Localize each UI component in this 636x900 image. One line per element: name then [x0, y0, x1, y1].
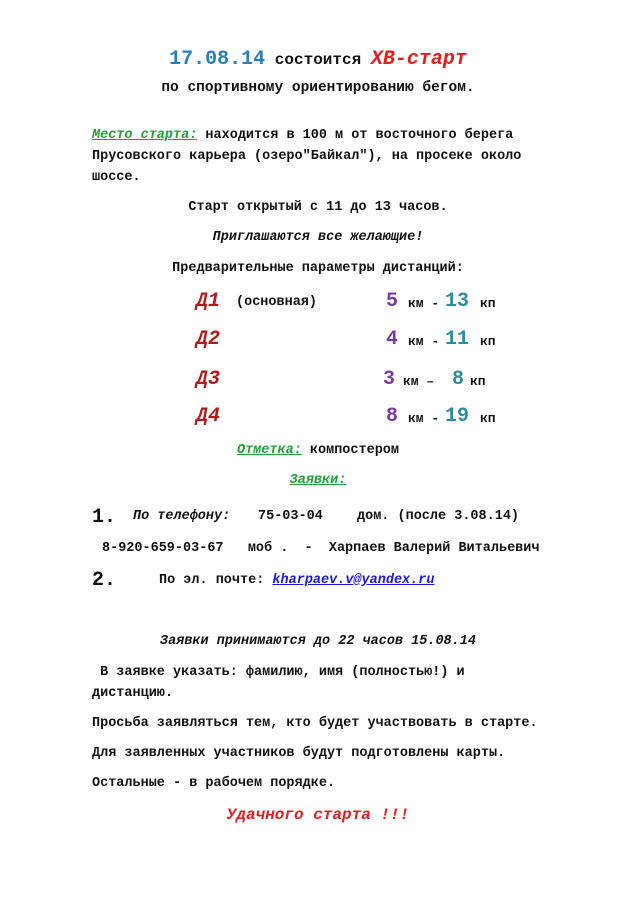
phone-note: дом. (после 3.08.14)	[357, 509, 520, 524]
distance-cp: 19	[445, 405, 470, 428]
invite: Приглашаются все желающие!	[212, 230, 424, 245]
distance-note: (основная)	[236, 295, 318, 310]
distance-cp: 13	[445, 290, 470, 313]
distance-name: Д3	[196, 368, 221, 391]
distance-cp-unit: кп	[480, 296, 496, 311]
location-line-3: шоссе.	[92, 170, 141, 185]
apply-number-1: 1.	[92, 506, 117, 529]
marking-text: компостером	[301, 443, 400, 458]
distance-cp-unit: кп	[480, 411, 496, 426]
specify-line-2: дистанцию.	[92, 686, 174, 701]
email-label: По эл. почте:	[159, 573, 273, 588]
distance-cp-unit: кп	[470, 374, 486, 389]
header-line	[0, 48, 636, 71]
event-date: 17.08.14	[169, 48, 266, 71]
specify-line-1: В заявке указать: фамилию, имя (полностью!) и	[92, 665, 465, 680]
request-line: Просьба заявляться тем, кто будет участвовать в старте.	[92, 716, 538, 731]
distance-km: 3	[383, 368, 396, 391]
distance-km-unit: км –	[403, 374, 435, 389]
distance-km-unit: км -	[408, 411, 440, 426]
others-line: Остальные - в рабочем порядке.	[92, 776, 336, 791]
distance-km: 5	[386, 290, 399, 313]
email-line	[159, 573, 434, 588]
marking-line	[0, 443, 636, 458]
applications-title: Заявки:	[289, 473, 347, 488]
distance-name: Д2	[196, 328, 221, 351]
phone-label: По телефону:	[133, 509, 231, 524]
header-subtitle: по спортивному ориентированию бегом.	[161, 80, 475, 96]
distance-name: Д1	[196, 290, 221, 313]
header-text: состоится	[265, 51, 371, 69]
distance-cp: 11	[445, 328, 470, 351]
start-time: Старт открытый с 11 до 13 часов.	[188, 200, 448, 215]
applications-title-line	[0, 473, 636, 488]
good-luck: Удачного старта !!!	[226, 806, 410, 824]
phone-number: 75-03-04	[258, 509, 323, 524]
distance-km: 8	[386, 405, 399, 428]
location-label: Место старта:	[92, 128, 198, 143]
distance-cp-unit: кп	[480, 334, 496, 349]
params-title: Предварительные параметры дистанций:	[172, 261, 464, 276]
marking-label: Отметка:	[236, 443, 302, 458]
location-text: находится в 100 м от восточного берега	[197, 128, 514, 143]
distance-name: Д4	[196, 405, 221, 428]
apply-number-2: 2.	[92, 569, 117, 592]
maps-line: Для заявленных участников будут подготовлены карты.	[92, 746, 506, 761]
event-name: ХВ-старт	[370, 48, 467, 71]
deadline: Заявки принимаются до 22 часов 15.08.14	[160, 634, 476, 649]
mobile-line: 8-920-659-03-67 моб . - Харпаев Валерий Витальевич	[102, 541, 540, 556]
distance-cp: 8	[452, 368, 465, 391]
location-line-1	[92, 128, 513, 143]
distance-km-unit: км -	[408, 334, 440, 349]
email-link[interactable]: kharpaev.v@yandex.ru	[272, 573, 435, 588]
distance-km: 4	[386, 328, 399, 351]
location-line-2: Прусовского карьера (озеро"Байкал"), на просеке около	[92, 149, 522, 164]
distance-km-unit: км -	[408, 296, 440, 311]
